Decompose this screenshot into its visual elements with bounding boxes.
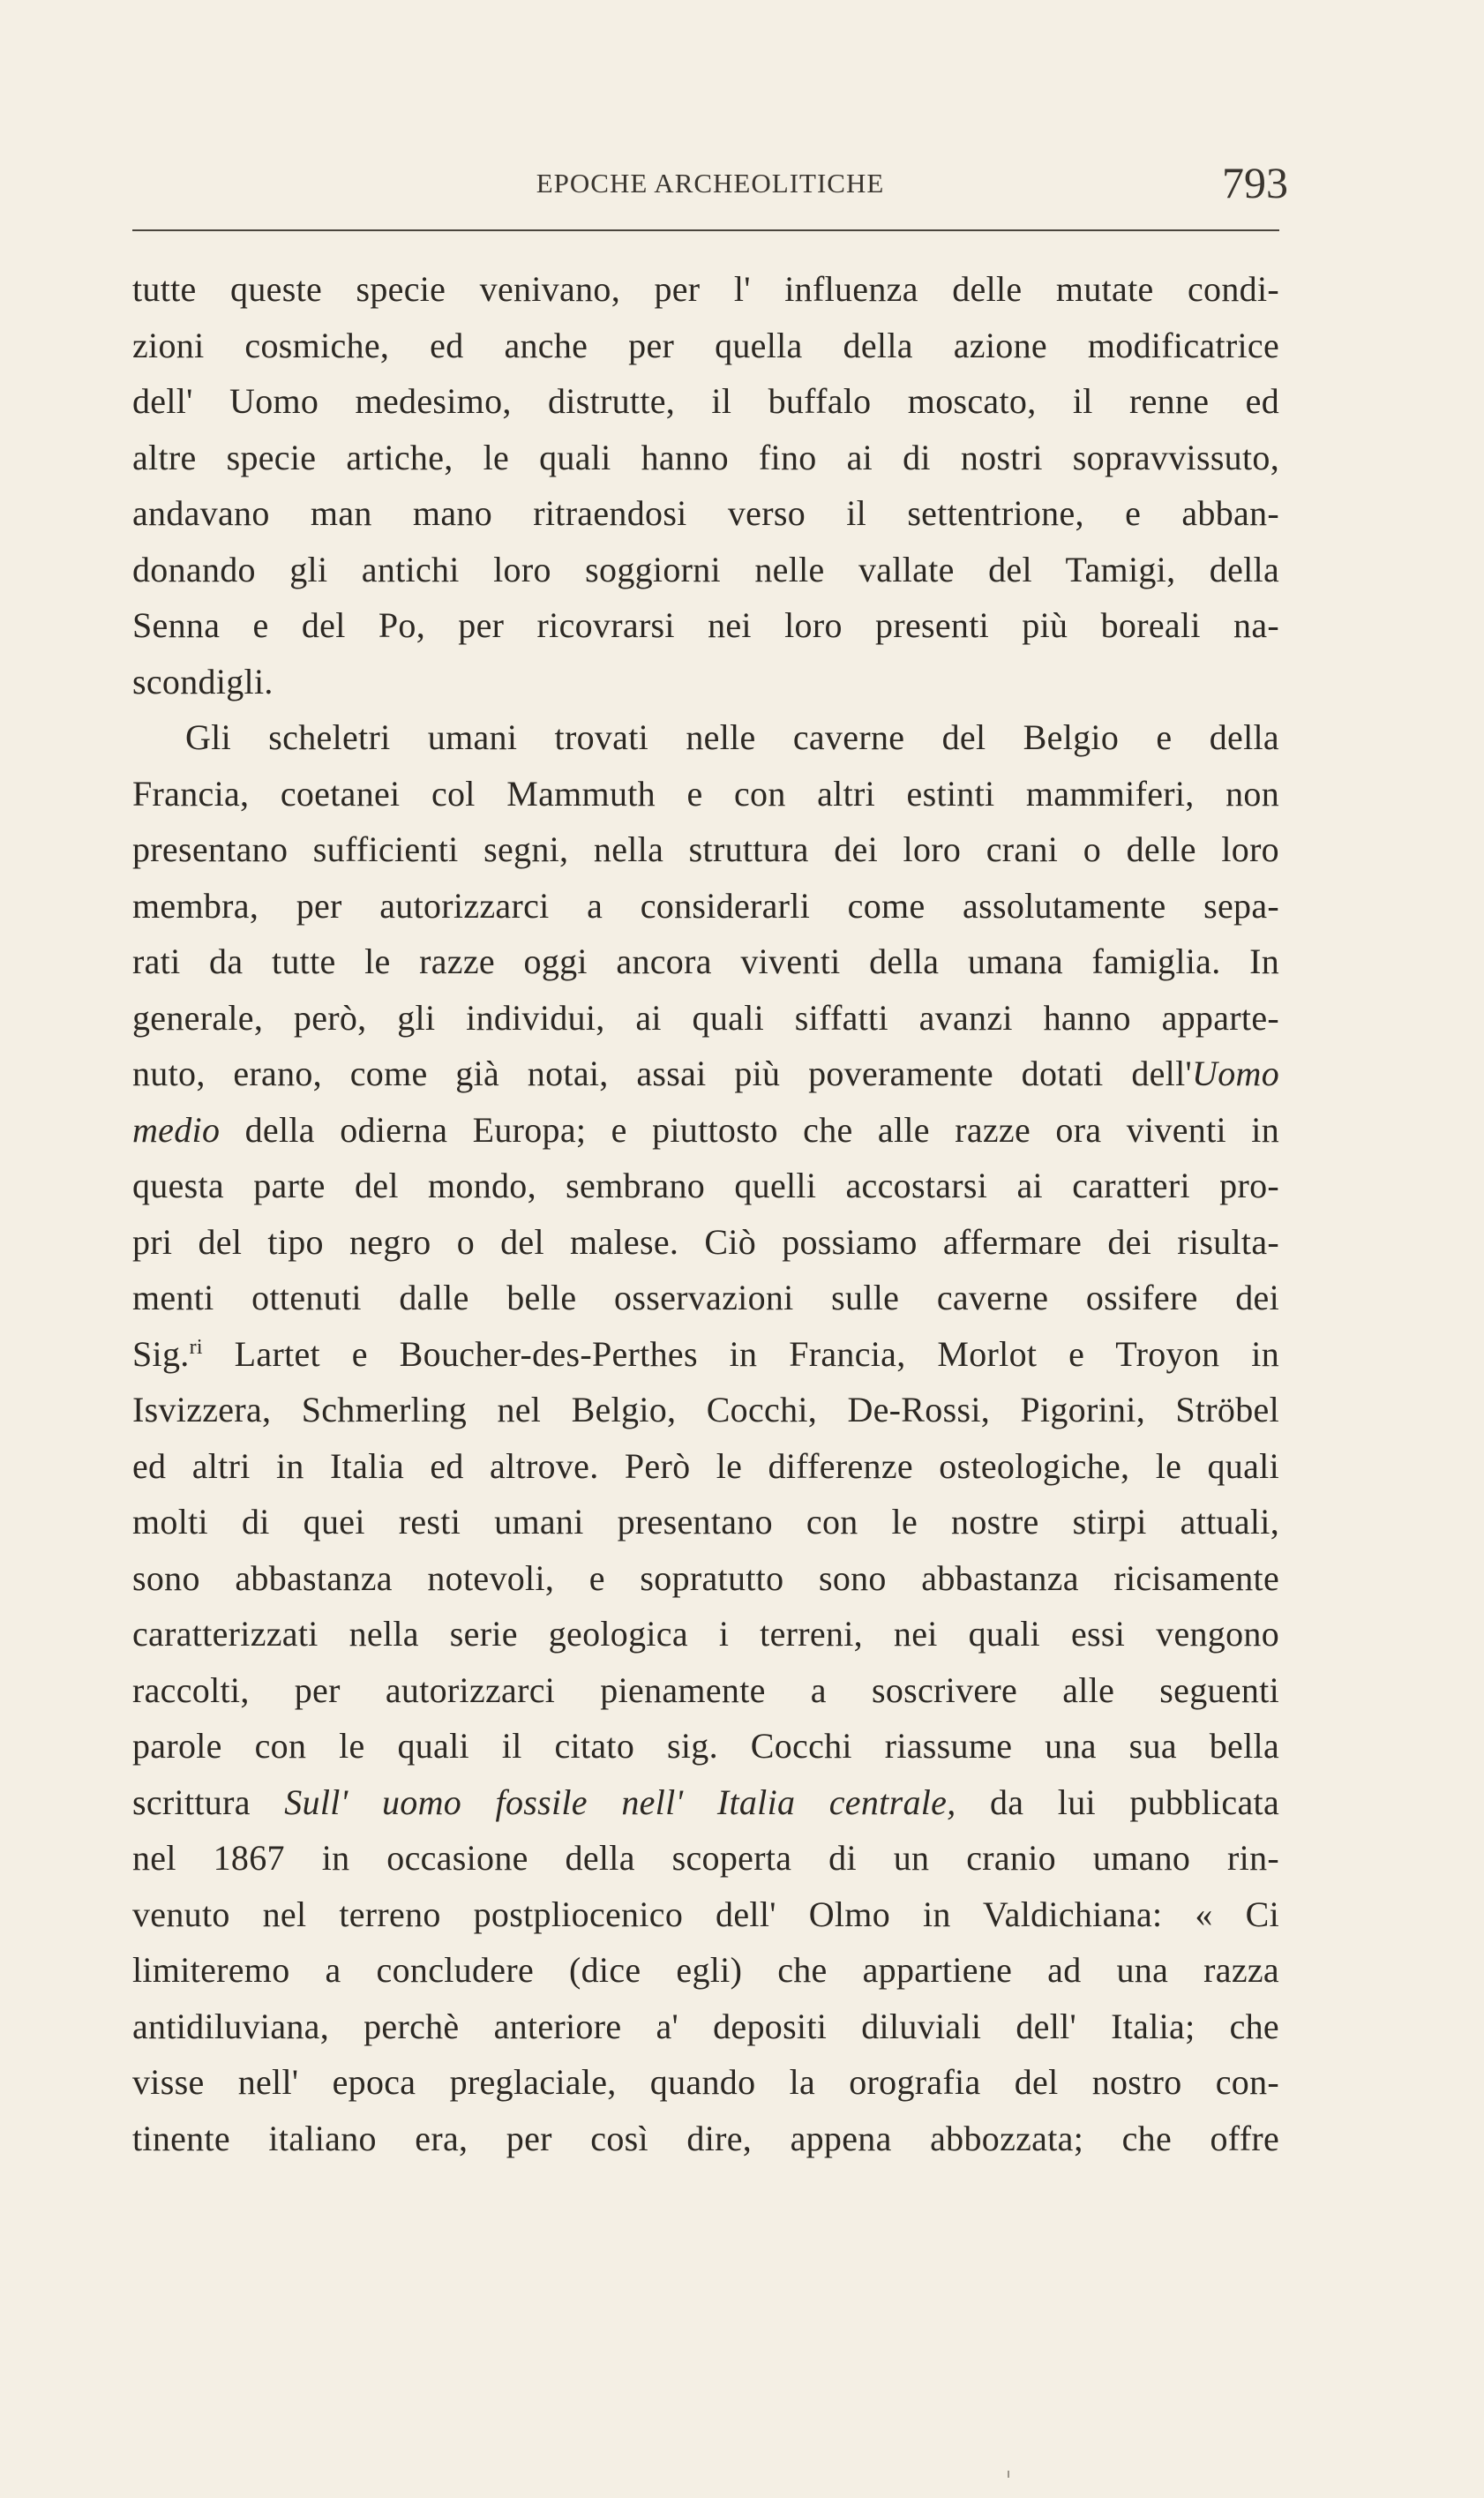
italic-text: Sull' uomo fossile nell' Italia centrale, — [284, 1782, 956, 1822]
text-segment: da lui pubblicata — [956, 1782, 1279, 1822]
text-line — [132, 1942, 1279, 1999]
text-segment: generale, però, gli individui, ai quali siffatti avanzi hanno apparte- — [132, 997, 1279, 1038]
text-line — [132, 1270, 1279, 1326]
text-segment: limiteremo a concludere (dice egli) che appartiene ad una razza — [132, 1950, 1279, 1990]
text-line — [132, 766, 1279, 822]
text-line — [132, 1326, 1279, 1383]
text-line — [132, 1662, 1279, 1719]
text-line — [132, 1887, 1279, 1943]
header-rule — [132, 229, 1279, 231]
text-segment: Lartet e Boucher-des-Perthes in Francia, Morlot e Troyon in — [202, 1333, 1279, 1374]
text-segment: nuto, erano, come già notai, assai più poveramente dotati dell' — [132, 1054, 1193, 1093]
text-line — [132, 597, 1279, 654]
text-line — [132, 373, 1279, 430]
text-line — [132, 261, 1279, 318]
text-segment: della odierna Europa; e piuttosto che alle razze ora viventi in — [220, 1109, 1279, 1150]
running-head: EPOCHE ARCHEOLITICHE — [536, 168, 885, 199]
text-segment: questa parte del mondo, sembrano quelli accostarsi ai caratteri pro- — [132, 1166, 1279, 1205]
text-segment: tutte queste specie venivano, per l' influenza delle mutate condi- — [132, 269, 1279, 309]
text-line — [132, 1999, 1279, 2055]
text-segment: membra, per autorizzarci a considerarli come assolutamente sepa- — [132, 885, 1279, 926]
text-segment: dell' Uomo medesimo, distrutte, il buffalo moscato, il renne ed — [132, 381, 1279, 421]
body-text — [132, 261, 1279, 2166]
superscript: ri — [189, 1335, 203, 1359]
text-segment: ed altri in Italia ed altrove. Però le differenze osteologiche, le quali — [132, 1445, 1279, 1486]
text-line — [132, 1046, 1279, 1102]
text-line — [132, 1158, 1279, 1214]
text-segment: menti ottenuti dalle belle osservazioni sulle caverne ossifere dei — [132, 1278, 1279, 1317]
text-line — [132, 1214, 1279, 1271]
text-line — [132, 318, 1279, 374]
text-segment: donando gli antichi loro soggiorni nelle vallate del Tamigi, della — [132, 549, 1279, 589]
text-segment: scondigli. — [132, 661, 274, 701]
text-line — [132, 1550, 1279, 1607]
text-line — [132, 821, 1279, 878]
text-line — [132, 654, 1279, 710]
text-line — [132, 2111, 1279, 2167]
text-segment: nel 1867 in occasione della scoperta di un cranio umano rin- — [132, 1838, 1279, 1878]
text-line — [132, 1438, 1279, 1495]
text-segment: molti di quei resti umani presentano con le nostre stirpi attuali, — [132, 1502, 1279, 1542]
text-line — [132, 542, 1279, 598]
text-line — [132, 934, 1279, 990]
italic-text: Uomo — [1192, 1054, 1279, 1093]
text-line — [132, 1494, 1279, 1550]
text-line — [132, 1382, 1279, 1438]
text-segment: andavano man mano ritraendosi verso il settentrione, e abban- — [132, 493, 1279, 533]
text-segment: rati da tutte le razze oggi ancora viventi della umana famiglia. In — [132, 941, 1279, 981]
text-line — [132, 1102, 1279, 1159]
text-segment: altre specie artiche, le quali hanno fino ai di nostri sopravvissuto, — [132, 437, 1279, 477]
text-segment: caratterizzati nella serie geologica i terreni, nei quali essi vengono — [132, 1614, 1279, 1654]
text-segment: scrittura — [132, 1782, 285, 1822]
text-line — [132, 2054, 1279, 2111]
text-segment: Senna e del Po, per ricovrarsi nei loro presenti più boreali na- — [132, 605, 1279, 645]
text-segment: Sig. — [132, 1333, 190, 1374]
text-segment: Gli scheletri umani trovati nelle caverne del Belgio e della — [185, 717, 1279, 757]
page-number: 793 — [1222, 158, 1288, 207]
text-segment: sono abbastanza notevoli, e sopratutto sono abbastanza ricisamente — [132, 1557, 1279, 1598]
text-line — [132, 990, 1279, 1046]
text-line — [132, 709, 1279, 766]
text-line — [132, 1830, 1279, 1887]
text-line — [132, 430, 1279, 486]
text-segment: visse nell' epoca preglaciale, quando la orografia del nostro con- — [132, 2062, 1279, 2102]
text-segment: Francia, coetanei col Mammuth e con altri estinti mammiferi, non — [132, 773, 1279, 814]
text-segment: antidiluviana, perchè anteriore a' depositi diluviali dell' Italia; che — [132, 2006, 1279, 2046]
italic-text: medio — [132, 1109, 221, 1150]
text-segment: raccolti, per autorizzarci pienamente a soscrivere alle seguenti — [132, 1669, 1279, 1710]
text-segment: pri del tipo negro o del malese. Ciò possiamo affermare dei risulta- — [132, 1221, 1279, 1262]
text-line — [132, 1774, 1279, 1831]
text-segment: zioni cosmiche, ed anche per quella della azione modificatrice — [132, 325, 1279, 365]
text-line — [132, 1606, 1279, 1662]
text-segment: Isvizzera, Schmerling nel Belgio, Cocchi, De-Rossi, Pigorini, Ströbel — [132, 1390, 1279, 1429]
text-line — [132, 878, 1279, 934]
page-header — [132, 157, 1288, 219]
text-line — [132, 1718, 1279, 1774]
text-segment: presentano sufficienti segni, nella struttura dei loro crani o delle loro — [132, 829, 1279, 869]
text-segment: tinente italiano era, per così dire, appena abbozzata; che offre — [132, 2118, 1279, 2158]
paper-speck — [1008, 2471, 1009, 2478]
text-line — [132, 485, 1279, 542]
text-segment: parole con le quali il citato sig. Cocchi riassume una sua bella — [132, 1726, 1279, 1766]
text-segment: venuto nel terreno postpliocenico dell' Olmo in Valdichiana: « Ci — [132, 1894, 1279, 1934]
